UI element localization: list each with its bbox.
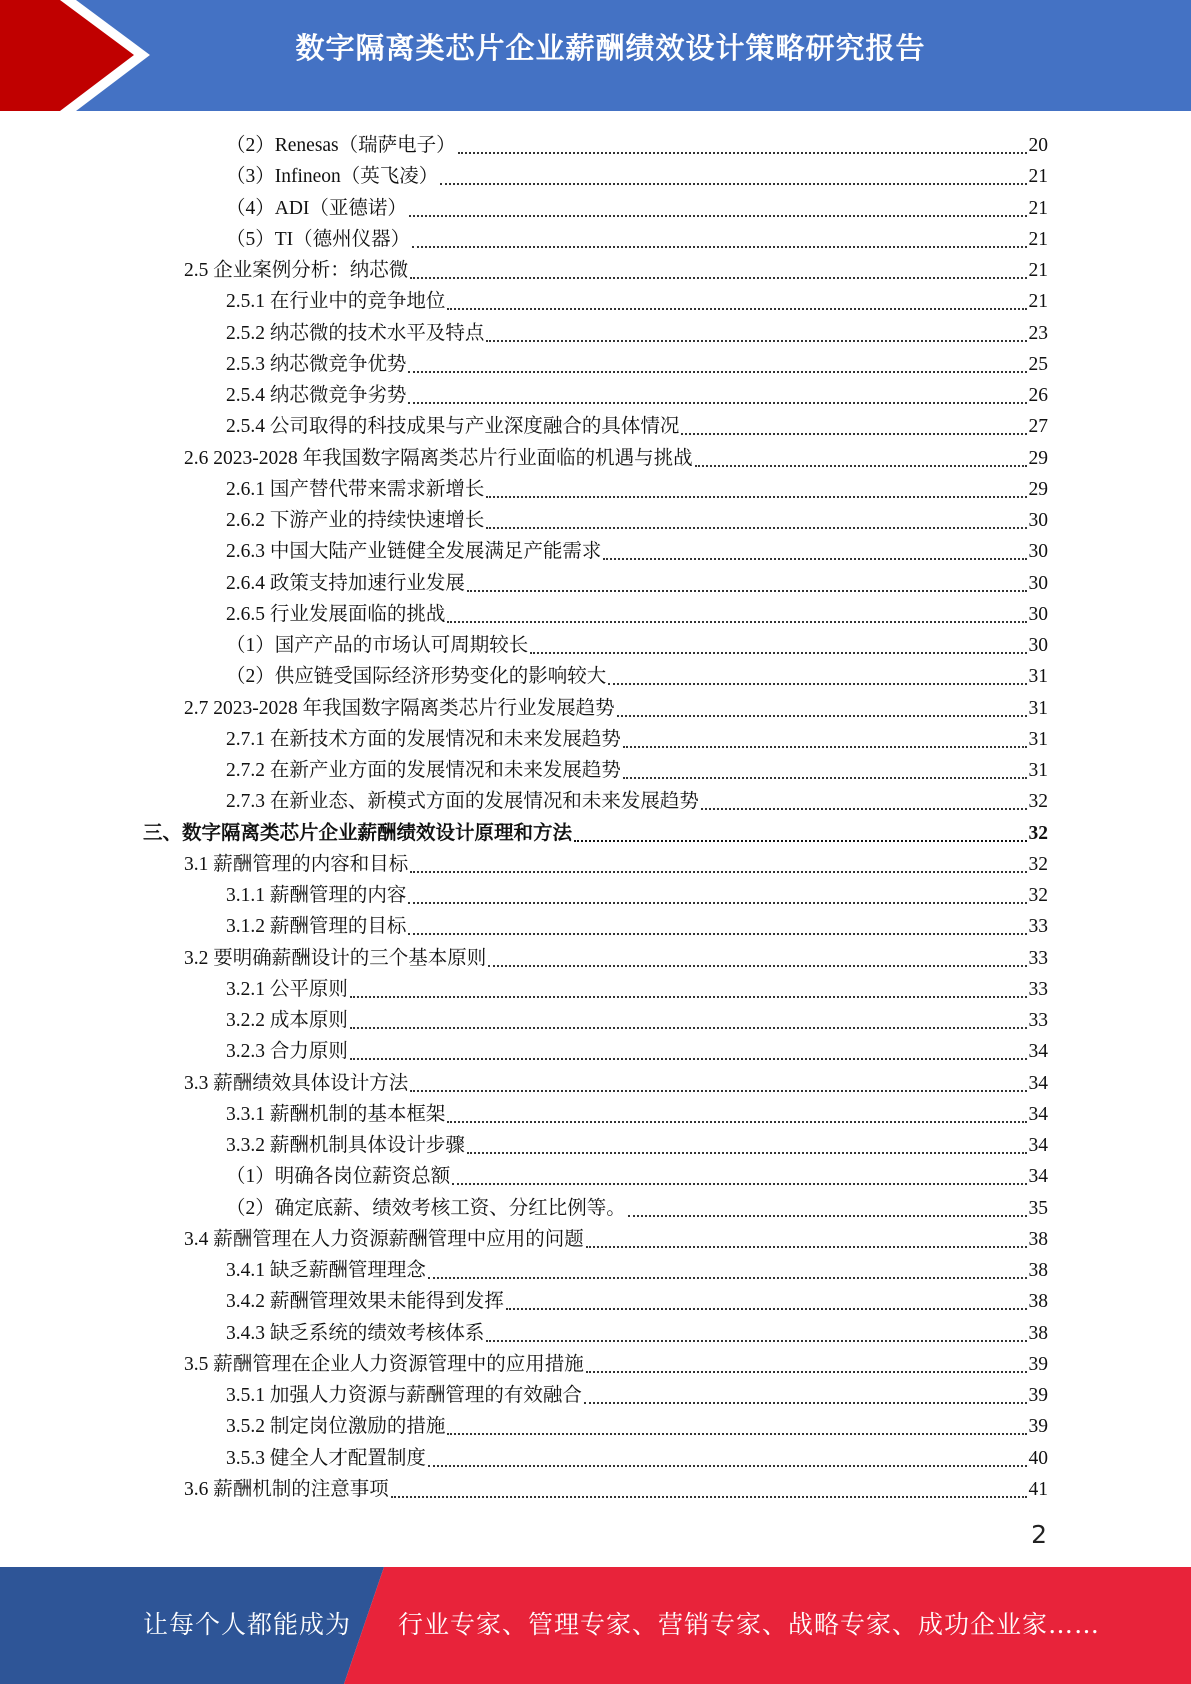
page-number: 2 xyxy=(1031,1520,1047,1549)
toc-entry-label: 2.6.4 政策支持加速行业发展 xyxy=(226,572,465,594)
toc-leader-dots xyxy=(428,1277,1027,1279)
toc-entry-page: 39 xyxy=(1028,1353,1048,1375)
toc-entry[interactable] xyxy=(184,690,1048,721)
toc-entry[interactable] xyxy=(226,783,1048,814)
toc-entry-label: 3.3.1 薪酬机制的基本框架 xyxy=(226,1103,446,1125)
toc-entry-label: 3.1 薪酬管理的内容和目标 xyxy=(184,853,409,875)
toc-entry-page: 39 xyxy=(1028,1416,1048,1438)
toc-leader-dots xyxy=(408,933,1026,935)
toc-entry[interactable] xyxy=(226,658,1048,689)
toc-leader-dots xyxy=(486,496,1026,498)
toc-entry[interactable] xyxy=(226,877,1048,908)
toc-entry-label: （1）明确各岗位薪资总额 xyxy=(226,1166,451,1188)
toc-entry-label: 3.2.3 合力原则 xyxy=(226,1041,348,1063)
toc-entry-page: 21 xyxy=(1028,197,1048,219)
toc-chapter-entry[interactable] xyxy=(143,815,1048,846)
toc-entry[interactable] xyxy=(226,346,1048,377)
toc-entry-label: 3.5.1 加强人力资源与薪酬管理的有效融合 xyxy=(226,1385,582,1406)
toc-entry-page: 33 xyxy=(1028,947,1048,969)
toc-leader-dots xyxy=(603,558,1026,560)
toc-entry[interactable] xyxy=(226,565,1048,596)
toc-entry-label: 3.5 薪酬管理在企业人力资源管理中的应用措施 xyxy=(184,1353,584,1375)
toc-leader-dots xyxy=(350,1027,1027,1029)
toc-leader-dots xyxy=(452,1183,1026,1185)
toc-entry-label: （1）国产产品的市场认可周期较长 xyxy=(226,635,529,656)
footer-slogan-left: 让每个人都能成为 xyxy=(143,1610,352,1639)
toc-entry-page: 35 xyxy=(1028,1197,1048,1219)
toc-entry[interactable] xyxy=(226,221,1048,252)
toc-entry-page: 38 xyxy=(1028,1291,1048,1313)
toc-entry[interactable] xyxy=(226,190,1048,221)
toc-entry-label: 2.5.4 纳芯微竞争劣势 xyxy=(226,385,407,406)
toc-entry-label: 2.5.4 公司取得的科技成果与产业深度融合的具体情况 xyxy=(226,416,680,438)
toc-entry-label: （4）ADI（亚德诺） xyxy=(226,197,407,219)
toc-entry[interactable] xyxy=(184,1065,1048,1096)
toc-entry-label: 3.2.2 成本原则 xyxy=(226,1010,348,1031)
toc-entry-page: 31 xyxy=(1028,697,1048,719)
toc-leader-dots xyxy=(467,590,1027,592)
toc-entry-label: 3.5.3 健全人才配置制度 xyxy=(226,1447,426,1469)
toc-entry[interactable] xyxy=(184,940,1048,971)
toc-leader-dots xyxy=(584,1402,1027,1404)
toc-entry-label: 2.6.2 下游产业的持续快速增长 xyxy=(226,510,485,531)
toc-leader-dots xyxy=(410,1090,1026,1092)
toc-entry-page: 34 xyxy=(1028,1103,1048,1125)
toc-leader-dots xyxy=(574,840,1026,842)
toc-leader-dots xyxy=(467,1152,1027,1154)
toc-entry[interactable] xyxy=(226,502,1048,533)
toc-leader-dots xyxy=(410,277,1026,279)
toc-entry-label: 2.5 企业案例分析：纳芯微 xyxy=(184,260,409,281)
toc-entry[interactable] xyxy=(226,283,1048,314)
toc-entry-page: 26 xyxy=(1028,385,1048,406)
toc-leader-dots xyxy=(628,1215,1027,1217)
toc-entry[interactable] xyxy=(226,596,1048,627)
toc-entry-page: 23 xyxy=(1028,322,1048,344)
toc-entry-page: 29 xyxy=(1028,447,1048,469)
toc-leader-dots xyxy=(586,1246,1027,1248)
toc-entry[interactable] xyxy=(184,1346,1048,1377)
toc-entry[interactable] xyxy=(226,752,1048,783)
toc-entry-label: 3.4.3 缺乏系统的绩效考核体系 xyxy=(226,1322,485,1344)
toc-entry-page: 27 xyxy=(1028,416,1048,438)
toc-entry-page: 41 xyxy=(1028,1478,1048,1500)
toc-entry-page: 34 xyxy=(1028,1135,1048,1156)
toc-entry-label: 3.4.2 薪酬管理效果未能得到发挥 xyxy=(226,1291,504,1313)
toc-entry-label: 2.6.5 行业发展面临的挑战 xyxy=(226,603,446,625)
toc-entry-page: 33 xyxy=(1028,978,1048,1000)
toc-leader-dots xyxy=(447,1433,1026,1435)
toc-entry[interactable] xyxy=(226,1190,1048,1221)
toc-leader-dots xyxy=(409,215,1027,217)
toc-entry-page: 33 xyxy=(1028,1010,1048,1031)
toc-leader-dots xyxy=(428,1465,1027,1467)
toc-entry-label: 2.7.1 在新技术方面的发展情况和未来发展趋势 xyxy=(226,728,621,750)
toc-leader-dots xyxy=(486,1340,1026,1342)
toc-entry-label: 3.2 要明确薪酬设计的三个基本原则 xyxy=(184,947,487,969)
toc-leader-dots xyxy=(447,621,1026,623)
toc-entry[interactable] xyxy=(226,533,1048,564)
toc-entry[interactable] xyxy=(226,377,1048,408)
toc-entry-label: 2.5.1 在行业中的竞争地位 xyxy=(226,291,446,313)
toc-entry-page: 30 xyxy=(1028,541,1048,563)
toc-entry-page: 21 xyxy=(1028,291,1048,313)
toc-entry-label: （2）Renesas（瑞萨电子） xyxy=(226,135,456,156)
toc-leader-dots xyxy=(617,715,1027,717)
toc-entry-page: 32 xyxy=(1028,822,1048,844)
toc-entry-page: 31 xyxy=(1028,760,1048,781)
toc-entry-page: 21 xyxy=(1028,260,1048,281)
toc-leader-dots xyxy=(408,371,1026,373)
toc-entry-label: 3.5.2 制定岗位激励的措施 xyxy=(226,1416,446,1438)
toc-leader-dots xyxy=(608,683,1026,685)
toc-entry-label: （3）Infineon（英飞凌） xyxy=(226,166,439,188)
toc-entry-label: 3.1.2 薪酬管理的目标 xyxy=(226,916,407,938)
toc-entry[interactable] xyxy=(184,1471,1048,1502)
toc-entry[interactable] xyxy=(184,1221,1048,1252)
toc-leader-dots xyxy=(447,308,1026,310)
toc-leader-dots xyxy=(530,652,1026,654)
report-header xyxy=(0,0,1191,111)
toc-entry[interactable] xyxy=(184,846,1048,877)
toc-entry[interactable] xyxy=(226,127,1048,158)
toc-leader-dots xyxy=(623,777,1027,779)
toc-entry-page: 30 xyxy=(1028,572,1048,594)
toc-entry-page: 21 xyxy=(1028,166,1048,188)
toc-entry-label: 3.3 薪酬绩效具体设计方法 xyxy=(184,1072,409,1094)
toc-entry-label: 3.4.1 缺乏薪酬管理理念 xyxy=(226,1260,426,1281)
toc-leader-dots xyxy=(486,340,1026,342)
toc-leader-dots xyxy=(701,808,1027,810)
toc-leader-dots xyxy=(410,871,1026,873)
toc-entry-page: 31 xyxy=(1028,728,1048,750)
toc-entry-page: 30 xyxy=(1028,635,1048,656)
toc-leader-dots xyxy=(412,246,1026,248)
toc-entry[interactable] xyxy=(184,252,1048,283)
toc-entry-label: 2.7 2023-2028 年我国数字隔离类芯片行业发展趋势 xyxy=(184,697,615,719)
toc-entry-page: 34 xyxy=(1028,1166,1048,1188)
toc-entry-label: 3.3.2 薪酬机制具体设计步骤 xyxy=(226,1135,465,1156)
toc-entry[interactable] xyxy=(226,1315,1048,1346)
toc-entry-page: 38 xyxy=(1028,1228,1048,1250)
toc-entry[interactable] xyxy=(226,627,1048,658)
toc-entry-page: 40 xyxy=(1028,1447,1048,1469)
toc-leader-dots xyxy=(408,402,1026,404)
toc-entry[interactable] xyxy=(226,908,1048,939)
footer-slogan-right: 行业专家、管理专家、营销专家、战略专家、成功企业家…… xyxy=(398,1610,1101,1639)
toc-entry-label: 2.7.2 在新产业方面的发展情况和未来发展趋势 xyxy=(226,760,621,781)
toc-entry[interactable] xyxy=(226,1408,1048,1439)
toc-entry[interactable] xyxy=(226,1252,1048,1283)
toc-entry-label: （2）供应链受国际经济形势变化的影响较大 xyxy=(226,666,607,688)
toc-leader-dots xyxy=(447,1121,1026,1123)
toc-entry-label: 2.5.3 纳芯微竞争优势 xyxy=(226,353,407,375)
toc-entry-label: 三、数字隔离类芯片企业薪酬绩效设计原理和方法 xyxy=(143,822,573,844)
toc-entry[interactable] xyxy=(226,1127,1048,1158)
toc-entry-page: 21 xyxy=(1028,228,1048,250)
toc-leader-dots xyxy=(440,183,1026,185)
toc-entry-label: （2）确定底薪、绩效考核工资、分红比例等。 xyxy=(226,1197,626,1219)
toc-leader-dots xyxy=(623,746,1027,748)
toc-entry[interactable] xyxy=(226,971,1048,1002)
toc-entry[interactable] xyxy=(226,408,1048,439)
toc-leader-dots xyxy=(586,1371,1027,1373)
toc-entry-label: 3.2.1 公平原则 xyxy=(226,978,348,1000)
toc-entry-label: 3.1.1 薪酬管理的内容 xyxy=(226,885,407,906)
toc-entry[interactable] xyxy=(226,1283,1048,1314)
toc-entry-page: 20 xyxy=(1028,135,1048,156)
toc-entry[interactable] xyxy=(226,1033,1048,1064)
toc-leader-dots xyxy=(681,433,1026,435)
footer-banner xyxy=(0,1567,1191,1684)
toc-entry-page: 34 xyxy=(1028,1041,1048,1063)
toc-entry[interactable] xyxy=(226,1377,1048,1408)
toc-leader-dots xyxy=(391,1496,1027,1498)
toc-entry-page: 32 xyxy=(1028,853,1048,875)
toc-entry-page: 29 xyxy=(1028,478,1048,500)
toc-entry-page: 33 xyxy=(1028,916,1048,938)
toc-entry-label: 3.4 薪酬管理在人力资源薪酬管理中应用的问题 xyxy=(184,1228,584,1250)
toc-leader-dots xyxy=(695,465,1027,467)
toc-entry[interactable] xyxy=(226,315,1048,346)
toc-entry-label: 2.6.3 中国大陆产业链健全发展满足产能需求 xyxy=(226,541,602,563)
report-title: 数字隔离类芯片企业薪酬绩效设计策略研究报告 xyxy=(295,31,926,65)
toc-entry[interactable] xyxy=(226,1096,1048,1127)
toc-entry[interactable] xyxy=(226,721,1048,752)
toc-entry-page: 31 xyxy=(1028,666,1048,688)
toc-leader-dots xyxy=(488,965,1026,967)
toc-entry[interactable] xyxy=(226,471,1048,502)
toc-entry-label: 2.7.3 在新业态、新模式方面的发展情况和未来发展趋势 xyxy=(226,791,699,813)
toc-entry-page: 32 xyxy=(1028,791,1048,813)
toc-entry-label: （5）TI（德州仪器） xyxy=(226,228,411,250)
toc-entry[interactable] xyxy=(226,158,1048,189)
toc-leader-dots xyxy=(486,527,1026,529)
toc-entry[interactable] xyxy=(226,1440,1048,1471)
toc-entry[interactable] xyxy=(226,1002,1048,1033)
toc-leader-dots xyxy=(350,996,1027,998)
toc-entry-page: 32 xyxy=(1028,885,1048,906)
toc-entry-page: 34 xyxy=(1028,1072,1048,1094)
toc-leader-dots xyxy=(506,1308,1027,1310)
toc-entry-label: 2.6.1 国产替代带来需求新增长 xyxy=(226,478,485,500)
toc-entry-label: 2.5.2 纳芯微的技术水平及特点 xyxy=(226,322,485,344)
toc-entry-page: 38 xyxy=(1028,1260,1048,1281)
toc-entry[interactable] xyxy=(226,1158,1048,1189)
toc-entry-page: 30 xyxy=(1028,510,1048,531)
toc-leader-dots xyxy=(350,1058,1027,1060)
toc-entry-page: 38 xyxy=(1028,1322,1048,1344)
toc-entry[interactable] xyxy=(184,440,1048,471)
toc-leader-dots xyxy=(408,902,1026,904)
toc-entry-page: 30 xyxy=(1028,603,1048,625)
toc-leader-dots xyxy=(458,152,1027,154)
toc-entry-page: 39 xyxy=(1028,1385,1048,1406)
toc-entry-label: 3.6 薪酬机制的注意事项 xyxy=(184,1478,389,1500)
toc-entry-page: 25 xyxy=(1028,353,1048,375)
toc-entry-label: 2.6 2023-2028 年我国数字隔离类芯片行业面临的机遇与挑战 xyxy=(184,447,693,469)
